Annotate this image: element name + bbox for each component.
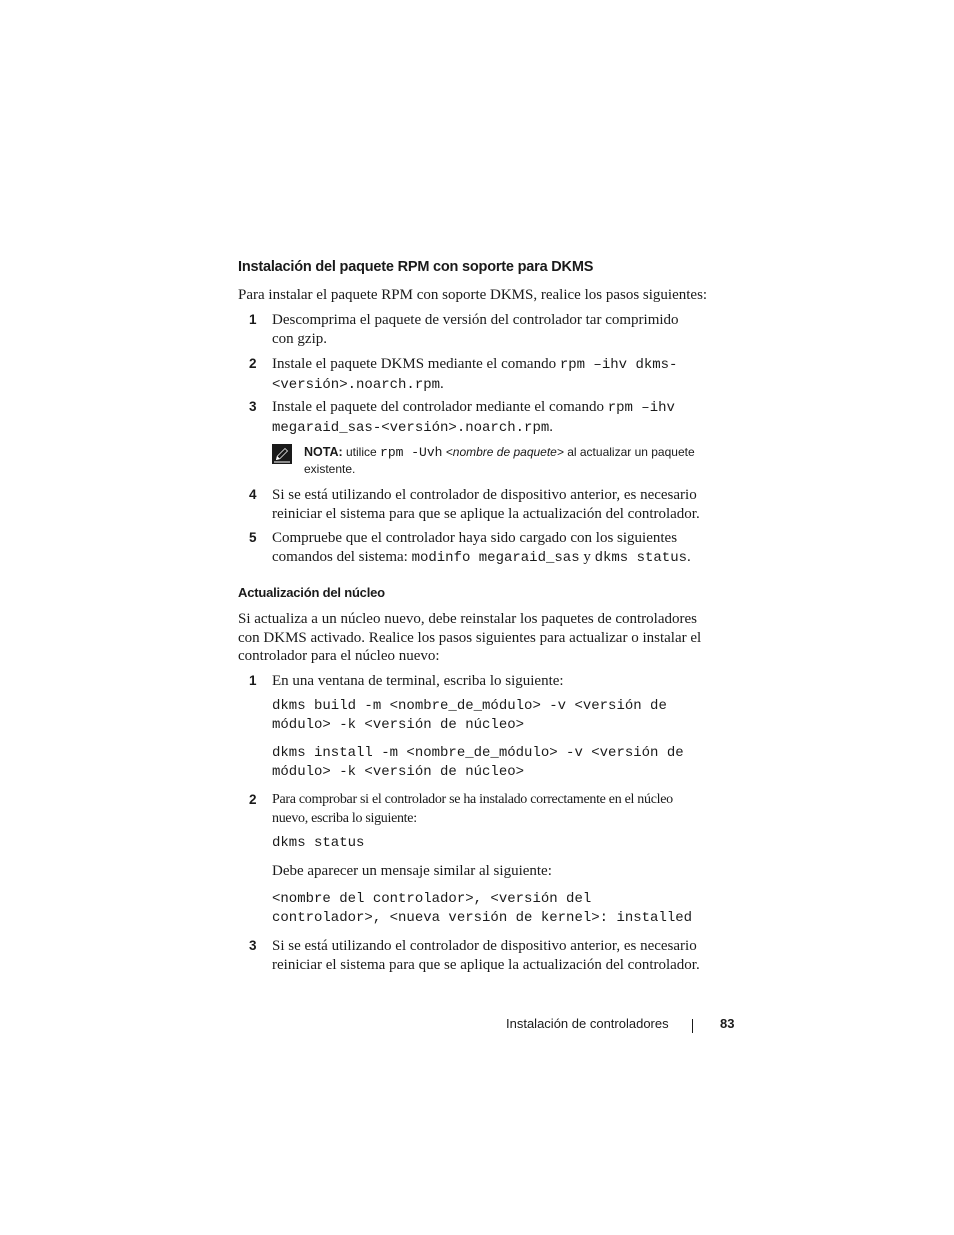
period: . [687, 548, 691, 565]
period: . [440, 375, 444, 392]
step-number: 1 [249, 673, 257, 688]
note-text: utilice [342, 445, 381, 459]
step-line: comandos del sistema: [272, 548, 412, 565]
page-number: 83 [720, 1016, 735, 1031]
step-text [272, 398, 742, 437]
section-intro: Para instalar el paquete RPM con soporte DKMS, realice los pasos siguientes: [238, 287, 708, 303]
step-line: Para comprobar si el controlador se ha instalado correctamente en el núcleo [272, 792, 673, 807]
step-line: Compruebe que el controlador haya sido cargado con los siguientes [272, 530, 678, 546]
code-block: dkms install -m <nombre_de_módulo> -v <versión de módulo> -k <versión de núcleo> [272, 745, 684, 780]
step-text [272, 355, 742, 394]
note-pencil-icon [272, 444, 292, 464]
section-heading-kernel-update: Actualización del núcleo [238, 585, 385, 600]
step-line: reiniciar el sistema para que se aplique la actualización del controlador. [272, 505, 700, 522]
step-text [272, 791, 742, 828]
command-code: <versión>.noarch.rpm [272, 376, 441, 393]
section-heading-rpm-dkms: Instalación del paquete RPM con soporte para DKMS [238, 259, 594, 275]
step-number: 5 [249, 530, 257, 545]
note-package-placeholder: <nombre de paquete> [442, 445, 564, 459]
conjunction: y [579, 548, 595, 565]
step-text [272, 486, 742, 523]
command-code: rpm –ihv [607, 400, 675, 416]
step-line: Instale el paquete DKMS mediante el comando [272, 356, 560, 372]
note-block [304, 444, 744, 478]
note-text: al actualizar un paquete [563, 445, 695, 459]
step-text [272, 937, 742, 974]
step-line: reiniciar el sistema para que se aplique la actualización del controlador. [272, 956, 700, 973]
note-text: existente. [304, 462, 356, 476]
period: . [549, 418, 553, 435]
footer-chapter-title: Instalación de controladores [506, 1016, 669, 1031]
step-line: Si se está utilizando el controlador de dispositivo anterior, es necesario [272, 938, 697, 954]
intro-line: controlador para el núcleo nuevo: [238, 648, 440, 664]
command-code: dkms status [594, 549, 688, 566]
intro-line: con DKMS activado. Realice los pasos siguientes para actualizar o instalar el [238, 629, 702, 646]
intro-line: Si actualiza a un núcleo nuevo, debe reinstalar los paquetes de controladores [238, 611, 697, 627]
step-line: nuevo, escriba lo siguiente: [272, 810, 417, 826]
step-number: 3 [249, 399, 257, 414]
step-text [272, 529, 742, 567]
step-number: 1 [249, 312, 257, 327]
command-code: rpm –ihv dkms- [559, 357, 678, 373]
footer-divider [692, 1019, 693, 1033]
command-code: modinfo megaraid_sas [411, 549, 580, 566]
note-command-code: rpm -Uvh [380, 445, 443, 460]
step-line: Descomprima el paquete de versión del controlador tar comprimido [272, 312, 679, 328]
code-block: dkms build -m <nombre_de_módulo> -v <versión de módulo> -k <versión de núcleo> [272, 698, 667, 733]
section-intro [238, 610, 738, 666]
step-text: En una ventana de terminal, escriba lo siguiente: [272, 673, 564, 689]
command-code: megaraid_sas-<versión>.noarch.rpm [272, 419, 550, 436]
step-text [272, 311, 742, 348]
step-line: Instale el paquete del controlador mediante el comando [272, 399, 608, 415]
step-line: Si se está utilizando el controlador de dispositivo anterior, es necesario [272, 487, 697, 503]
note-label: NOTA: [304, 445, 343, 459]
step-line: con gzip. [272, 330, 327, 347]
code-block: dkms status [272, 835, 365, 851]
code-block: <nombre del controlador>, <versión del controlador>, <nueva versión de kernel>: installed [272, 891, 693, 926]
step-number: 2 [249, 356, 257, 371]
step-number: 3 [249, 938, 257, 953]
step-number: 4 [249, 487, 257, 502]
step-number: 2 [249, 792, 257, 807]
step-text: Debe aparecer un mensaje similar al siguiente: [272, 863, 552, 879]
